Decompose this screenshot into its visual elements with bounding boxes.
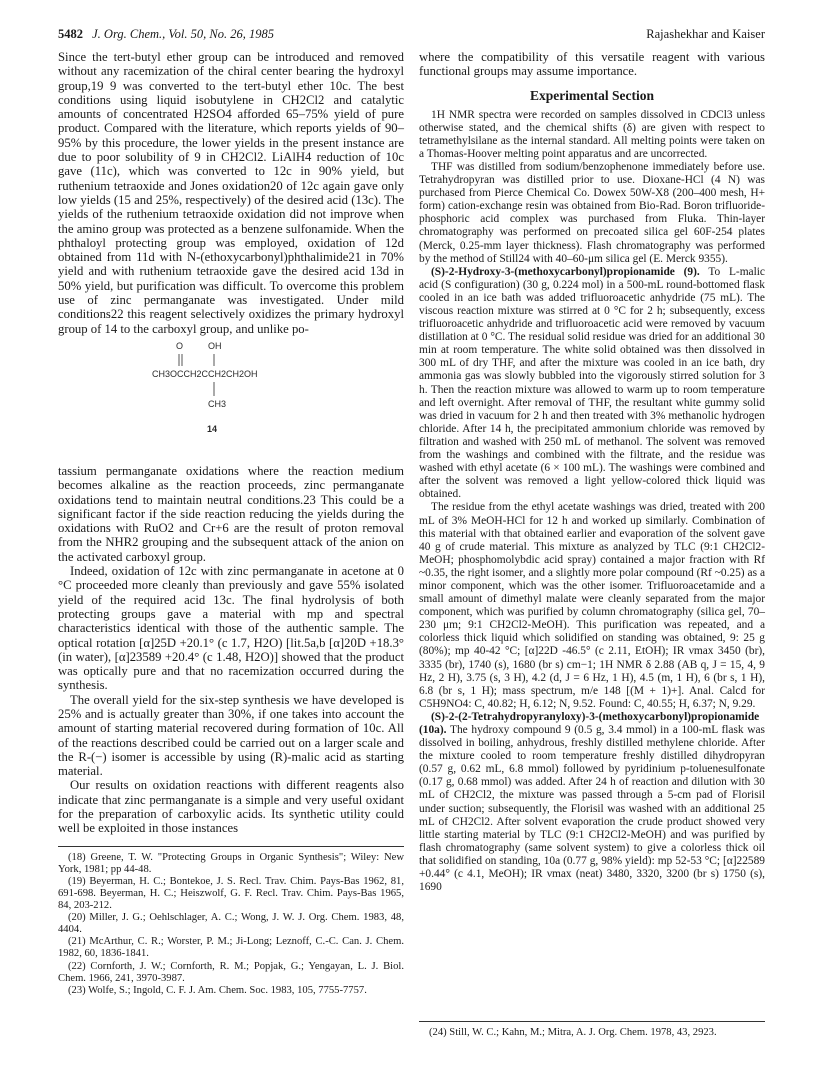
body-paragraph: Our results on oxidation reactions with different reagents also indicate that zinc permanganate is a simple and very useful oxidant for the preparation of carboxylic acids. Its synthetic utility could well be exploited in those instances — [58, 778, 404, 836]
procedure-title: (S)-2-Hydroxy-3-(methoxycarbonyl)propionamide (9). — [431, 265, 700, 278]
experimental-procedure-9 — [419, 266, 765, 502]
footnote-24: (24) Still, W. C.; Kahn, M.; Mitra, A. J. Org. Chem. 1978, 43, 2923. — [429, 1027, 717, 1038]
compound-number-label: 14 — [207, 423, 218, 434]
chain-formula-label: CH3OCCH2CCH2CH2OH — [152, 368, 258, 379]
procedure-title: (S)-2-(2-Tetrahydropyranyloxy)-3-(methoxycarbonyl)propionamide (10a). — [419, 710, 760, 736]
carbonyl-oxygen-label: O — [176, 340, 184, 351]
structure-bonds — [58, 340, 404, 458]
footnote-divider — [58, 846, 404, 847]
left-column — [58, 50, 404, 997]
procedure-text: To L-malic acid (S configuration) (30 g, 0.224 mol) in a 500-mL round-bottomed flask cooled in an ice bath was added trifluoroacetic anhydride (75 mL). The viscous reaction mixture was stirred at 0 °C for 2 h; subsequently, excess trifluoroacetic anhydride and trifluoroacetic acid were removed by vacuum distillation at 0 °C. The residual solid residue was dried for an additional 30 min at room temperature. The white solid obtained was then dissolved in 300 mL of dry THF, and after the mixture was cooled in an ice bath, dry ammonia gas was slowly bubbled into the vigorously stirred solution for 3 h. Then the reaction mixture was allowed to warm up to room temperature and left overnight. After removal of THF, the resultant white gummy solid was dried in vacuum for 2 h and then treated with 3% methanolic hydrogen chloride. After 14 h, the precipitated ammonium chloride was removed by filtration and washed with 250 mL of methanol. The solvent was removed from the washings and combined with the filtrate, and the residue was washed with ethyl acetate (6 × 100 mL). The washings were combined and after the solvent was removed a light yellow-colored thick liquid was obtained. — [419, 265, 765, 501]
body-paragraph: Since the tert-butyl ether group can be introduced and removed without any racemization of the chiral center bearing the hydroxyl group,19 9 was converted to the tert-butyl ether 10c. The best conditions using liquid isobutylene in CH2Cl2 and catalytic amounts of concentrated H2SO4 afforded 65–75% yield of pure product. Compared with the literature, which reports yields of 90–95% by this procedure, the lower yields in the present instance are due to poor solubility of 9 in CH2Cl2. LiAlH4 reduction of 10c gave (11c), which was converted to 12c in 90% yield, but ruthenium tetraoxide and Jones oxidation20 of 12c again gave only low yields (15 and 25%, respectively) of the desired acid (13c). The yields of the ruthenium tetraoxide oxidation did not improve when the amino group was protected as a benzene sulfonamide. When the phthaloyl protecting group was employed, oxidation of 12d obtained from 11d with N-(ethoxycarbonyl)phthalimide21 in 70% yield and with ruthenium tetraoxide gave the desired acid 13d in 50% yield, but purification was difficult. To overcome this problem use of zinc permanganate was investigated. Under mild conditions22 this reagent selectively oxidizes the primary hydroxyl group of 14 to the carboxyl group, and unlike po- — [58, 50, 404, 336]
experimental-procedure-10a — [419, 711, 765, 894]
section-title: Experimental Section — [529, 87, 655, 103]
methyl-label: CH3 — [208, 398, 227, 409]
body-paragraph: tassium permanganate oxidations where the reaction medium becomes alkaline as the reaction proceeds, zinc permanganate oxidations tend to maintain neutral conditions.23 This could be a significant factor if the side reaction reducing the yields during the oxidations with RuO2 and Cr+6 are the result of proton removal from the NHR2 grouping and the subsequent attack of the anion on the activated carboxyl group. — [58, 463, 404, 564]
right-footnote-area — [419, 1021, 765, 1039]
footnote-22: (22) Cornforth, J. W.; Cornforth, R. M.; Popjak, G.; Yengayan, L. J. Biol. Chem. 1966, 241, 3970-3987. — [58, 960, 404, 984]
header-citation — [58, 27, 274, 42]
footnote-23: (23) Wolfe, S.; Ingold, C. F. J. Am. Chem. Soc. 1983, 105, 7755-7757. — [68, 984, 367, 996]
hydroxyl-label: OH — [208, 340, 222, 351]
body-paragraph: The overall yield for the six-step synthesis we have developed is 25% and is actually greater than 30%, if one takes into account the amount of starting material recovered during formation of 10c. All of the reactions described could be carried out on a larger scale and the R-(−) isomer is accessible by using (R)-malic acid as starting material. — [58, 692, 404, 779]
footnote-divider — [419, 1021, 765, 1022]
body-paragraph: where the compatibility of this versatile reagent with various functional groups may assume importance. — [419, 50, 765, 79]
footnote-18: (18) Greene, T. W. "Protecting Groups in Organic Synthesis"; Wiley: New York, 1981; pp 44-48. — [58, 851, 404, 875]
page-header — [58, 27, 765, 45]
experimental-paragraph: The residue from the ethyl acetate washings was dried, treated with 200 mL of 3% MeOH-HCl for 12 h and worked up similarly. Combination of this material with that obtained earlier and evaporation of the solvent gave 40 g of crude material. This mixture as analyzed by TLC (9:1 CH2Cl2-MeOH; phosphomolybdic acid spray) contained a major fraction with Rf ~0.35, the right isomer, and a slightly more polar compound (Rf ~0.25) as a minor component, which was the other isomer. Trifluoroacetamide and a small amount of dimethyl malate were cleanly separated from the major component, which was purified by column chromatography (silica gel, 70–230 μm; 9:1 CH2Cl2-MeOH). This purification was repeated, and a colorless thick liquid which solidified on standing was obtained, 9: 25 g (80%); mp 40-42 °C; [α]22D -46.5° (c 2.11, EtOH); IR νmax 3450 (br), 3335 (br), 1740 (s), 1680 (br s) cm−1; 1H NMR δ 2.88 (AB q, J = 15, 4, 9 Hz, 2 H), 3.75 (s, 3 H), 4.2 (d, J = 6 Hz, 1 H), 4.5 (m, 1 H), 6 (br s, 1 H), 6.8 (br s, 1 H); mass spectrum, m/e 148 [(M + 1)+]. Anal. Calcd for C5H9NO4: C, 40.82; H, 6.12; N, 9.52. Found: C, 40.55; H, 6.37; N, 9.29. — [419, 501, 765, 710]
procedure-text: The hydroxy compound 9 (0.5 g, 3.4 mmol) in a 100-mL flask was dissolved in boiling, anhydrous, freshly distilled methylene chloride. After the mixture cooled to room temperature freshly distilled dihydropyran (0.57 g, 0.62 mL, 6.8 mmol) followed by pyridinium p-toluenesulfonate (0.17 g, 0.68 mmol) was added. After 24 h of reaction and dilution with 30 mL of CH2Cl2, the mixture was passed through a 5-cm pad of Florisil under suction; subsequently, the Florisil was washed with an additional 25 mL of CH2Cl2. After solvent evaporation the crude product showed very little starting material by TLC (9:1 CH2Cl2-MeOH) and was purified by flash chromatography (same solvent system) to give a colorless thick oil that solidified on standing, 10a (0.77 g, 98% yield): mp 52-53 °C; [α]22589 +0.44° (c 4.1, MeOH); IR νmax (neat) 3480, 3320, 3200 (br s) 1750 (s), 1690 — [419, 724, 765, 894]
chemical-structure-14 — [58, 340, 404, 458]
right-column — [419, 50, 765, 894]
footnote-21: (21) McArthur, C. R.; Worster, P. M.; Ji-Long; Leznoff, C.-C. Can. J. Chem. 1982, 60, 1836-1841. — [58, 936, 404, 960]
footnote-20: (20) Miller, J. G.; Oehlschlager, A. C.; Wong, J. W. J. Org. Chem. 1983, 48, 4404. — [58, 912, 404, 936]
body-paragraph: Indeed, oxidation of 12c with zinc permanganate in acetone at 0 °C proceeded more cleanly than previously and gave 55% isolated yield of the required acid 13c. The final hydrolysis of both protecting groups gave a material with mp and spectral characteristics identical with those of the authentic sample. The optical rotation [α]25D +20.1° (c 1.7, H2O) [lit.5a,b [α]20D +18.3° (in water), [α]23589 +20.4° (c 1.48, H2O)] showed that the product was optically pure and that no racemization occurred during the synthesis. — [58, 564, 404, 693]
experimental-paragraph: THF was distilled from sodium/benzophenone immediately before use. Tetrahydropyran was distilled prior to use. Dioxane-HCl (4 N) was purchased from Pierce Chemical Co. Dowex 50W-X8 (200–400 mesh, H+ form) cation-exchange resin was obtained from Bio-Rad. Boron trifluoride-phosphoric acid complex was purchased from Fluka. Thin-layer chromatography was performed on precoated silica gel 60F-254 plates (Merck, 0.25-mm layer thickness). Flash chromatography was performed by the method of Still24 with 40–60-μm silica gel (E. Merck 9355). — [419, 160, 765, 265]
experimental-paragraph: 1H NMR spectra were recorded on samples dissolved in CDCl3 unless otherwise stated, and the chemical shifts (δ) are given with respect to tetramethylsilane as the internal standard. All melting points were taken on a Thomas-Hoover melting point apparatus and are uncorrected. — [419, 108, 765, 160]
journal-citation: J. Org. Chem., Vol. 50, No. 26, 1985 — [92, 27, 274, 41]
page-number: 5482 — [58, 27, 83, 41]
header-authors: Rajashekhar and Kaiser — [646, 27, 765, 41]
footnote-19: (19) Beyerman, H. C.; Bontekoe, J. S. Recl. Trav. Chim. Pays-Bas 1962, 81, 691-698. Beyerman, H. C.; Heiszwolf, G. F. Recl. Trav. Chim. Pays-Bas 1965, 84, 203-212. — [58, 875, 404, 912]
